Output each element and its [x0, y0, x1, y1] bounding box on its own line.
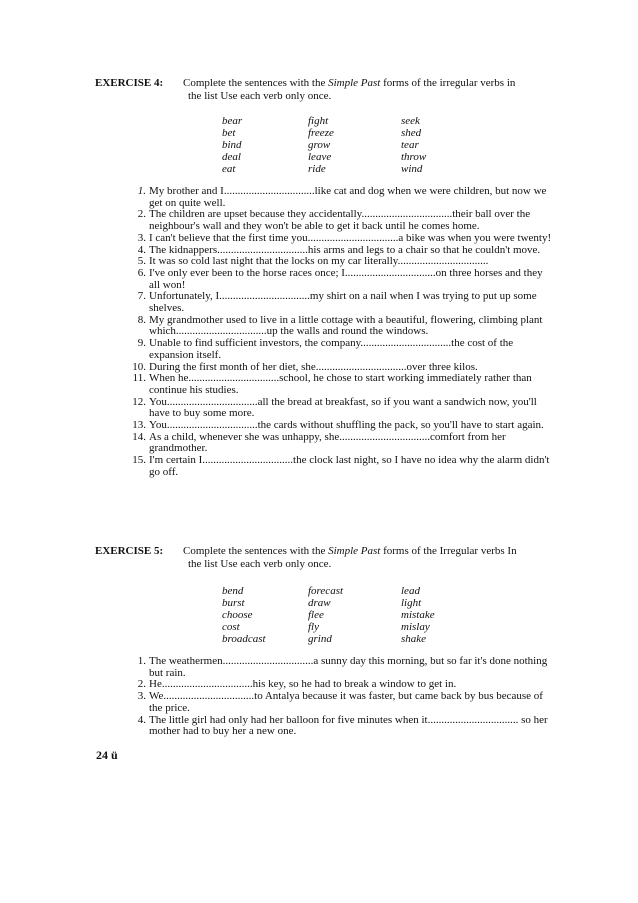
item-number: 8.: [137, 313, 146, 326]
exercise-item: [104, 397, 554, 420]
verb: flee: [308, 609, 324, 621]
item-text: I've only ever been to the horse races once; I.................................on three horses and they all won!: [149, 266, 543, 291]
verb: shed: [401, 127, 422, 139]
verb: shake: [401, 633, 427, 645]
exercise-5-verb-list: [222, 585, 481, 645]
exercise-4-verb-list: [222, 115, 481, 175]
item-number: 12.: [132, 395, 146, 408]
exercise-5-header: [95, 545, 565, 571]
verb: wind: [401, 163, 423, 175]
verb: bind: [222, 139, 242, 151]
item-number: 5.: [137, 255, 146, 268]
verb-row: [222, 139, 481, 151]
verb-row: [222, 633, 481, 645]
verb-row: [222, 585, 481, 597]
item-number: 14.: [132, 430, 146, 443]
exercise-5-instruction-cont: the list Use each verb only once.: [188, 558, 332, 570]
item-text: We.................................to Antalya because it was faster, but came back by bus because of the price.: [149, 690, 543, 714]
exercise-item: [104, 291, 554, 314]
exercise-4-instruction: Complete the sentences with the Simple Past forms of the irregular verbs in: [183, 77, 516, 89]
item-number: 13.: [132, 419, 146, 432]
verb-row: [222, 609, 481, 621]
item-text: During the first month of her diet, she.................................over three kilos.: [149, 360, 478, 373]
item-number: 10.: [132, 360, 146, 373]
exercise-item: [104, 209, 554, 232]
item-text: The children are upset because they accidentally.................................their ball over the neighbour's wall and they won't be able to get it back until he comes home.: [149, 208, 531, 233]
item-text: I can't believe that the first time you.................................a bike was when you were twenty!: [149, 231, 552, 244]
item-number: 2.: [137, 208, 146, 221]
verb: choose: [222, 609, 253, 621]
item-text: I'm certain I.................................the clock last night, so I have no idea why the alarm didn't go off.: [149, 454, 550, 478]
verb: cost: [222, 621, 240, 633]
item-text: When he.................................school, he chose to start working immediately rather than continue his studies.: [149, 372, 532, 396]
verb: bear: [222, 115, 243, 127]
verb: ride: [308, 163, 326, 175]
verb: mistake: [401, 609, 435, 621]
item-number: 11.: [132, 372, 146, 385]
verb: mislay: [401, 621, 430, 633]
exercise-5-items: [104, 656, 554, 738]
item-text: Unable to find sufficient investors, the company.................................the cost of the expansion itself.: [149, 337, 514, 361]
verb-row: [222, 163, 481, 175]
verb: eat: [222, 163, 236, 175]
exercise-item: [104, 373, 554, 396]
verb: forecast: [308, 585, 344, 597]
item-number: 2.: [137, 678, 146, 691]
item-number: 6.: [137, 266, 146, 279]
item-text: Unfortunately, I.................................my shirt on a nail when I was trying to put up some shelves.: [149, 290, 537, 315]
item-text: It was so cold last night that the locks on my car literally.................................: [149, 255, 489, 268]
verb: lead: [401, 585, 420, 597]
exercise-item: [104, 268, 554, 291]
verb: draw: [308, 597, 331, 609]
exercise-5-instruction: Complete the sentences with the Simple Past forms of the Irregular verbs In: [183, 545, 517, 557]
verb: light: [401, 597, 422, 609]
item-number: 9.: [137, 337, 146, 350]
verb: seek: [401, 115, 420, 127]
verb-row: [222, 151, 481, 163]
item-text: The kidnappers.................................his arms and legs to a chair so that he couldn't move.: [149, 243, 541, 256]
exercise-4-items: [104, 186, 554, 479]
verb: fly: [308, 621, 319, 633]
verb: deal: [222, 151, 241, 163]
item-text: The little girl had only had her balloon for five minutes when it................................. so her mother had to buy her a new one.: [149, 713, 548, 738]
verb-row: [222, 127, 481, 139]
exercise-item: [104, 186, 554, 209]
verb: bend: [222, 585, 244, 597]
item-number: 1.: [137, 655, 146, 667]
verb-row: [222, 115, 481, 127]
exercise-item: [104, 455, 554, 478]
item-text: My grandmother used to live in a little cottage with a beautiful, flowering, climbing plant which.................................up the walls and round the windows.: [149, 313, 543, 338]
item-number: 3.: [137, 231, 146, 244]
verb: burst: [222, 597, 245, 609]
item-text: He.................................his key, so he had to break a window to get in.: [149, 678, 457, 691]
exercise-item: [104, 315, 554, 338]
item-number: 4.: [137, 713, 146, 726]
exercise-4-label: EXERCISE 4:: [95, 77, 164, 89]
item-number: 15.: [132, 454, 146, 467]
verb: broadcast: [222, 633, 266, 645]
verb: bet: [222, 127, 236, 139]
verb-row: [222, 597, 481, 609]
item-text: My brother and I.................................like cat and dog when we were children, but now we get on quite well.: [149, 185, 547, 209]
exercise-item: [104, 338, 554, 361]
item-text: The weathermen.................................a sunny day this morning, but so far it's done nothing but rain.: [149, 655, 548, 679]
verb: throw: [401, 151, 427, 163]
verb: fight: [308, 115, 329, 127]
item-number: 1.: [137, 185, 146, 197]
item-text: You.................................all the bread at breakfast, so if you want a sandwich now, you'll have to buy some more.: [149, 395, 537, 420]
verb: grind: [308, 633, 332, 645]
exercise-4-instruction-cont: the list Use each verb only once.: [188, 90, 332, 102]
exercise-item: [104, 656, 554, 679]
verb: tear: [401, 139, 419, 151]
item-number: 4.: [137, 243, 146, 256]
exercise-item: [104, 432, 554, 455]
exercise-item: [104, 691, 554, 714]
item-number: 7.: [137, 290, 146, 303]
verb-row: [222, 621, 481, 633]
item-number: 3.: [137, 690, 146, 703]
verb: grow: [308, 139, 331, 151]
exercise-5-label: EXERCISE 5:: [95, 545, 164, 557]
item-text: You.................................the cards without shuffling the pack, so you'll have to start again.: [149, 419, 544, 432]
item-text: As a child, whenever she was unhappy, she.................................comfort from her grandmother.: [149, 430, 506, 455]
verb: leave: [308, 151, 332, 163]
exercise-item: [104, 715, 554, 738]
page-number: 24 ü: [96, 748, 118, 762]
verb: freeze: [308, 127, 334, 139]
exercise-4-header: [95, 77, 565, 103]
